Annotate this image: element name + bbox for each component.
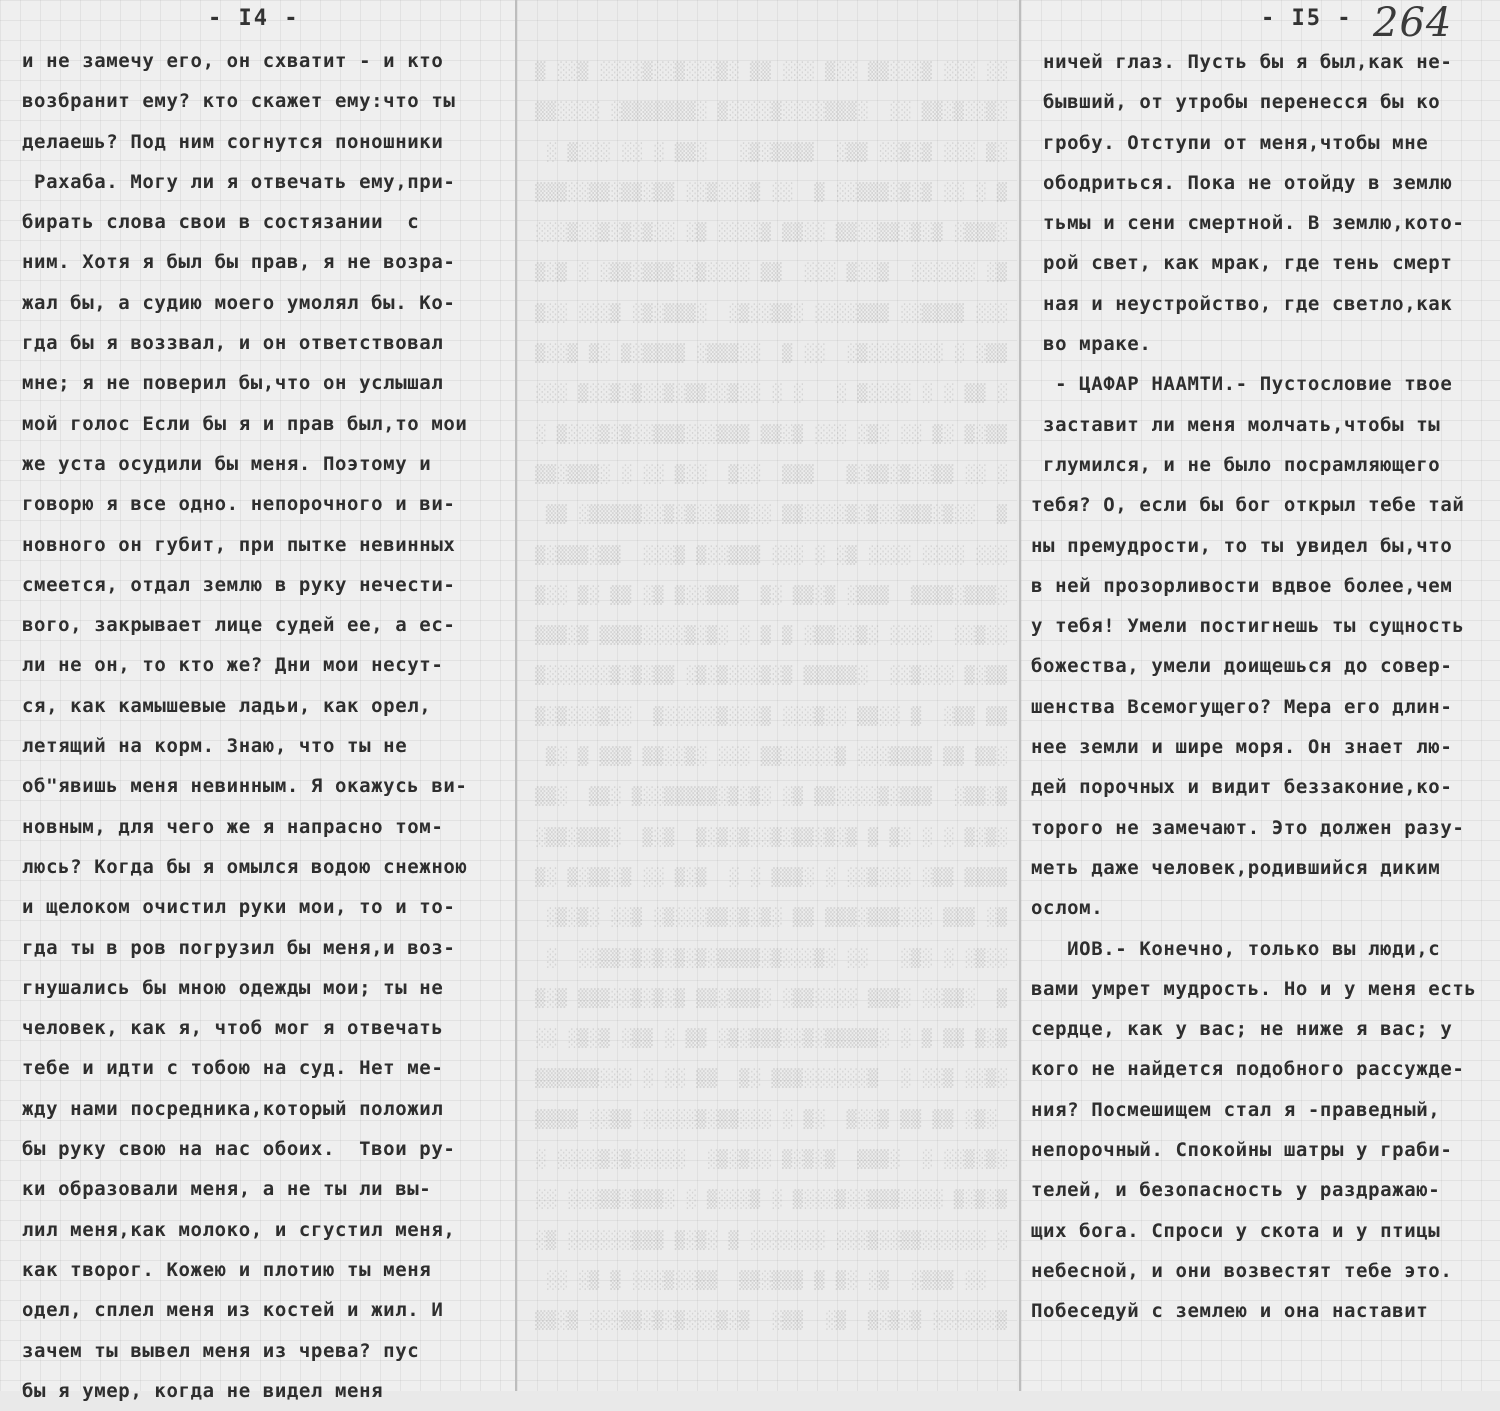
archive-page-number: 264 (1373, 0, 1453, 46)
right-page-text-line: ободриться. Пока не отойду в землю (1031, 171, 1453, 194)
left-page-text-line: человек, как я, чтоб мог я отвечать (22, 1017, 444, 1040)
right-page-text-line: рой свет, как мрак, где тень смерт (1031, 252, 1453, 275)
left-page-text-line: летящий на корм. Знаю, что ты не (22, 735, 408, 758)
left-page-text-line: гда ты в ров погрузил бы меня,и воз- (22, 936, 456, 959)
right-page-text-line: во мраке. (1031, 333, 1152, 356)
right-page-text-line: нее земли и шире моря. Он знает лю- (1031, 736, 1453, 759)
left-page-text-line: и щелоком очистил руки мои, то и то- (22, 896, 456, 919)
right-page-text-line: дей порочных и видит беззаконие,ко- (1031, 776, 1453, 799)
page-number-right: - I5 - (1261, 6, 1353, 31)
right-page-text-line: в ней прозорливости вдвое более,чем (1031, 574, 1453, 597)
right-page-text-line: тебя? О, если бы бог открыл тебе тай (1031, 494, 1465, 517)
left-page-text-line: Рахаба. Могу ли я отвечать ему,при- (22, 170, 456, 193)
right-page-text-line: шенства Всемогущего? Мера его длин- (1031, 695, 1453, 718)
left-page-text-line: зачем ты вывел меня из чрева? пус (22, 1339, 420, 1362)
left-page-text-line: бирать слова свои в состязании с (22, 211, 420, 234)
left-page-text-line: тебе и идти с тобою на суд. Нет ме- (22, 1057, 444, 1080)
left-page-text-line: лил меня,как молоко, и сгустил меня, (22, 1218, 456, 1241)
left-page-text-line: и не замечу его, он схватит - и кто (22, 50, 444, 72)
right-page-text-line: небесной, и они возвестят тебе это. (1031, 1259, 1453, 1282)
right-page-text-line: Побеседуй с землею и она наставит (1031, 1300, 1429, 1323)
right-page-text-line: ная и неустройство, где светло,как (1031, 292, 1453, 315)
right-page-text-line: телей, и безопасность у раздражаю- (1031, 1179, 1441, 1202)
right-page-text-line: вами умрет мудрость. Но и у меня есть (1031, 977, 1477, 1000)
right-page-text-line: бывший, от утробы перенесся бы ко (1031, 91, 1441, 114)
right-page-text (1031, 42, 1500, 1332)
right-page-text-line: у тебя! Умели постигнешь ты сущность (1031, 615, 1465, 638)
left-page-text-line: жал бы, а судию моего умолял бы. Ко- (22, 291, 456, 314)
right-page-text-line: торого не замечают. Это должен разу- (1031, 816, 1465, 839)
left-page-text-line: мой голос Если бы я и прав был,то мои (22, 412, 468, 435)
right-page-text-line: гробу. Отступи от меня,чтобы мне (1031, 131, 1429, 154)
left-page-text-line: об"явишь меня невинным. Я окажусь ви- (22, 775, 468, 798)
right-page-text-line: ничей глаз. Пусть бы я был,как не- (1031, 51, 1453, 73)
left-page-text-line: смеется, отдал землю в руку нечести- (22, 573, 456, 596)
right-page (1019, 0, 1500, 1391)
left-page-text-line: делаешь? Под ним согнутся поношники (22, 130, 444, 153)
bleed-through-page (517, 0, 1017, 1391)
left-page-text-line: гда бы я воззвал, и он ответствовал (22, 332, 444, 355)
left-page-text-line: же уста осудили бы меня. Поэтому и (22, 452, 432, 475)
right-page-text-line: ния? Посмешищем стал я -праведный, (1031, 1098, 1441, 1121)
right-page-text-line: заставит ли меня молчать,чтобы ты (1031, 413, 1441, 436)
right-page-text-line: щих бога. Спроси у скота и у птицы (1031, 1219, 1441, 1242)
right-page-text-line: ослом. (1031, 897, 1104, 920)
left-page-text-line: гнушались бы мною одежды мои; ты не (22, 976, 444, 999)
right-page-text-line: кого не найдется подобного рассужде- (1031, 1058, 1465, 1081)
left-page-text-line: новного он губит, при пытке невинных (22, 533, 456, 556)
right-page-text-line: непорочный. Спокойны шатры у граби- (1031, 1139, 1453, 1162)
left-page-text-line: ки образовали меня, а не ты ли вы- (22, 1178, 432, 1201)
left-page-text-line: мне; я не поверил бы,что он услышал (22, 372, 444, 395)
left-page-text-line: бы я умер, когда не видел меня (22, 1379, 384, 1402)
left-page-text-line: ся, как камышевые ладьи, как орел, (22, 694, 432, 717)
left-page-text-line: одел, сплел меня из костей и жил. И (22, 1299, 444, 1322)
left-page-text-line: бы руку свою на нас обоих. Твои ру- (22, 1138, 456, 1161)
left-page-text-line: вого, закрывает лице судей ее, а ес- (22, 614, 456, 637)
right-page-text-line: ны премудрости, то ты увидел бы,что (1031, 534, 1453, 557)
left-page-text-line: ним. Хотя я был бы прав, я не возра- (22, 251, 456, 274)
left-page-text-line: как творог. Кожею и плотию ты меня (22, 1258, 432, 1281)
right-page-text-line: - ЦАФАР НААМТИ.- Пустословие твое (1031, 373, 1453, 396)
left-page-text-line: ли не он, то кто же? Дни мои несут- (22, 654, 444, 677)
right-page-text-line: меть даже человек,родившийся диким (1031, 856, 1441, 879)
right-page-text-line: сердце, как у вас; не ниже я вас; у (1031, 1018, 1453, 1041)
left-page-text-line: новным, для чего же я напрасно том- (22, 815, 444, 838)
left-page-text (22, 41, 512, 1411)
left-page (0, 0, 517, 1402)
page-number-left: - I4 - (208, 6, 300, 31)
right-page-text-line: тьмы и сени смертной. В землю,кото- (1031, 212, 1465, 235)
left-page-text-line: люсь? Когда бы я омылся водою снежною (22, 855, 468, 878)
right-page-text-line: ИОВ.- Конечно, только вы люди,с (1031, 937, 1441, 960)
left-page-text-line: возбранит ему? кто скажет ему:что ты (22, 90, 456, 113)
left-page-text-line: говорю я все одно. непорочного и ви- (22, 493, 456, 516)
left-page-text-line: жду нами посредника,который положил (22, 1097, 444, 1120)
right-page-text-line: божества, умели доищешься до совер- (1031, 655, 1453, 678)
bleed-through-texture: ░░ ░░░ ▒░░░▒▒ ░░▒ ░░░ ▒▒ ░▒░░░▒░░▒░░░░ ▒░░ ▒ ░▒░░▒░▒▒ ░░ ░▒▒▒░░░░▒░░░░▒ ░▒▒▒▒▒▒▒░ ░░░░▒▒ ░▒ ░░░ ▒░▒░░ ▒▒░ ▒▒▒▒░▒░ ░▒▒ ░ ░░ ░░░▒ ░ ▒ ░ ░░ ▒░▒░▒▒▒░░ ▒ ░░ ▒░░░▒░░ ▒▒░▒▒░▒▒░░▒▒▒ ░▒▒▒░ ▒░▒░▒▒░░▒▒ ░░▒▒ ▒░░░░ ▒░ ░░▒░▒░▒░░▒░░░ ▒░ ░░░░░░ ▒░░▒ ░░░ ▒▒ ░░░░▒░░▒▒▒░▒▒░ ░ ▒░▒ ░░░ ▒▒▒▒░░ ▒▒▒░░░░ ░▒▒░░▒░ ░▒▒▒░▒░ ▒░░░ ░░▒ ▒▒░ ░ ░░░░░░░▒░ ░░ ▒ ░░▒▒▒░ ▒▒▒▒░▒ ░▒ ▒░░▒ ░ ▒▒ ░ ░ ░░░░▒ ░ ░ ░ ░░▒░░▒▒░▒░░▒░▒░░▒ ░░░ ▒▒░▒ ░▒ ░░ ░▒░ ░░░ ▒░▒▒ ▒▒▒░░░▒▒▒░░▒░▒░░░▒ ░ ░ ░░ ▒▒░░▒░▒▒░▒ ▒▒▒ ░░▒ ░░▒ ░░ ░ ░▒▒▒░▒▒ ▒ ░░▒░▒▒▒░░▒░▒░░░░▒▒ ░░▒▒▒░░▒░▒░░▒▒▒▒▒░ ▒▒ ░░░ ░░░░ ░░░░ ▒░ ░ ░░░ ▒▒▒░░▒ ▒░░░ ▒▒░▒▒▒░▒ ░▒▒▒░▒▒▒▒ ▒▒▒░ ▒░▒▒ ░▒ ▒▒▒░░▒ ▒░ ▒▒ ░▒ ░░▒ ░░▒░░ ░░░░ ░▒░░▒▒░ ▒ ▒ ░ ░▒░▒░░░░▒▒▒▒ ▒░▒▒▒ ▒▒░▒ ░░░▒░░ ░▒▒▒▒▒ ▒░▒░░░▒░▒░ ▒▒░▒░▒░░░░░░▒ ▒▒ ▒▒░ ▒ ░░▒▒ ░░▒░░░ ▒░░░▒░░░░░▒ ░░▒░░░▒░▒ ░▒▒ ▒▒ ▒▒▒▒░░░ ▒░░░░░▒▒ ░░░ ░▒░░▒▒ ▒▒▒ ▒ ░▒ ▒░▒▒░ ▒▒▒░▒░░░░▒▒ ▒░ ░▒░▒░▒▒▒▒▒░░▒ ░▒▒ ░▒▒ ░▒░▒ ░ ░ ░▒ ▒ ▒░▒░▒▒░▒░░▒░▒░▒ ▒░▒ ░▒▒▒░▒▒░ ▒▒▒▒ ▒▒░ ░░░▒░░ ░ ░▒▒▒ ░ ░ ▒░▒ ░░ ▒░▒▒░▒ ░▒ ▒░ ▒▒▒ ░░░▒▒▒░▒▒▒ ▒▒ ░▒░▒░▒▒░░░▒░ ▒░░ ░▒░▒░ ░░▒░ ░ ░▒░ ░░ ░▒░░░▒░▒▒▒▒░▒░▒░▒░▒░▒▒░░ ░ ▒ ░▒▒░░ ░▒▒▒ ░░░░▒▒░ ░▒▒▒░▒▒ ▒░▒░▒░░▒▒▒ ▒░▒ ▒░▒ ▒▒ ▒ ░ ░▒▒▒▒▒░▒░░▒▒▒░▒░ ▒▒ ░ ▒▒░ ▒░▒░ ░░ ░▒░░ ▒░░ ░ ▒░░░░░░▒▒▒ ░▒ ▒▒ ░░ ░ ░░░▒▒▒▒▒▒ ░▒░ ▒▒ ▒▒ ▒░░▒ ░▒ ░ ░░░▒▒░▒░░░░░ ▒▒░░ ▒▒▒▒ ░▒░▒░░ ░ ░▒▒▒ ▒░▒░▒ ░░▒░▒░ ░░░░░▒░▒░░░░ ░ ▒░▒░▒ ░░░░▒▒▒░░▒░░░▒ ░ ▒░░░▒ ░ ░▒▒▒░▒▒░░░ ░░ ░ ░░░░░░▒▒░░▒░░░ ░░░░░░░ ▒ ░▒░▒ ▒▒▒░░░░░░ ▒░ ░░ ▒▒▒░ ▒░ ░▒ ▒ ▒▒▒░▒▒ ▒▒░░▒░░░ ▒ ▒░ ░░ ▒░░░░░░ ▒░▒░▒ ▒░ ▒▒░ ▒░▒░░░▒░▒░▒▒░░░ ▒░▒▒ (534, 62, 1007, 1332)
right-page-text-line: глумился, и не было посрамляющего (1031, 453, 1441, 476)
